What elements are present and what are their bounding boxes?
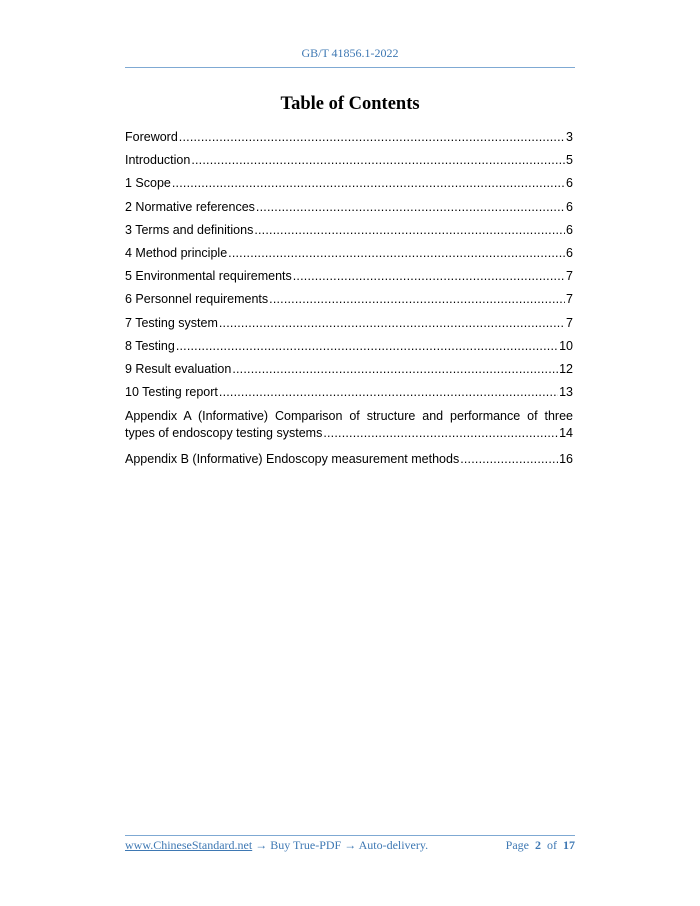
toc-entry-label: 10 Testing report (125, 385, 218, 400)
website-link[interactable]: www.ChineseStandard.net (125, 838, 253, 852)
table-of-contents (125, 130, 573, 475)
promo-text: → Buy True-PDF → Auto-delivery. (252, 838, 429, 852)
toc-entry-terms-definitions[interactable] (125, 223, 573, 246)
toc-entry-label-line1: Appendix A (Informative) Comparison of structure and performance of three (125, 409, 573, 424)
dot-leader (176, 339, 558, 354)
page-indicator (506, 838, 575, 853)
page-prefix: Page (505, 838, 529, 852)
toc-entry-page: 3 (566, 130, 573, 144)
toc-entry-normative-references[interactable] (125, 200, 573, 223)
dot-leader (232, 362, 558, 377)
toc-entry-page: 6 (566, 199, 573, 214)
toc-entry-label: 7 Testing system (125, 315, 218, 330)
toc-entry-page: 13 (559, 385, 573, 400)
toc-entry-label: 9 Result evaluation (125, 361, 232, 376)
toc-entry-label: 2 Normative references (125, 199, 255, 214)
dot-leader (219, 316, 565, 331)
toc-entry-page: 7 (566, 315, 573, 330)
toc-entry-label: 8 Testing (125, 338, 175, 353)
toc-entry-label: 6 Personnel requirements (125, 292, 269, 307)
toc-entry-page: 5 (566, 153, 573, 168)
toc-entry-appendix-b[interactable] (125, 452, 573, 475)
toc-entry-introduction[interactable] (125, 153, 573, 176)
page-footer (125, 838, 575, 853)
toc-entry-page: 6 (566, 222, 573, 237)
toc-entry-page: 16 (559, 452, 573, 467)
toc-entry-label: 3 Terms and definitions (125, 222, 254, 237)
dot-leader (219, 385, 558, 400)
toc-entry-testing-system[interactable] (125, 316, 573, 339)
toc-entry-page: 7 (566, 292, 573, 307)
footer-divider (125, 835, 575, 836)
dot-leader (460, 452, 558, 467)
toc-entry-scope[interactable] (125, 176, 573, 199)
dot-leader (179, 130, 565, 145)
toc-entry-page: 10 (559, 338, 573, 353)
dot-leader (254, 223, 565, 238)
dot-leader (172, 176, 565, 191)
toc-entry-label: Introduction (125, 153, 191, 168)
page-of: of (547, 838, 557, 852)
header-divider (125, 67, 575, 68)
page-current: 2 (535, 838, 541, 852)
toc-entry-page: 6 (566, 245, 573, 260)
page-total: 17 (563, 838, 575, 852)
toc-entry-testing[interactable] (125, 339, 573, 362)
toc-entry-environmental-requirements[interactable] (125, 269, 573, 292)
toc-entry-page: 14 (559, 426, 573, 441)
toc-entry-result-evaluation[interactable] (125, 362, 573, 385)
dot-leader (323, 425, 558, 442)
document-header-code: GB/T 41856.1-2022 (301, 46, 399, 60)
toc-entry-testing-report[interactable] (125, 385, 573, 408)
toc-entry-page: 6 (566, 176, 573, 191)
toc-entry-label: Appendix B (Informative) Endoscopy measurement methods (125, 452, 460, 467)
toc-entry-page: 7 (566, 269, 573, 284)
dot-leader (293, 269, 565, 284)
toc-entry-appendix-a[interactable] (125, 408, 573, 448)
dot-leader (269, 292, 565, 307)
page-title: Table of Contents (280, 94, 420, 114)
toc-entry-page: 12 (559, 361, 573, 376)
toc-entry-personnel-requirements[interactable] (125, 292, 573, 315)
toc-entry-label: 1 Scope (125, 176, 171, 191)
toc-entry-foreword[interactable] (125, 130, 573, 153)
toc-entry-label: Foreword (125, 130, 178, 144)
dot-leader (228, 246, 565, 261)
toc-entry-label: 5 Environmental requirements (125, 269, 292, 284)
toc-entry-label: 4 Method principle (125, 245, 228, 260)
toc-entry-method-principle[interactable] (125, 246, 573, 269)
footer-promo (125, 838, 428, 853)
toc-entry-label-line2: types of endoscopy testing systems (125, 426, 323, 441)
dot-leader (256, 200, 565, 215)
dot-leader (191, 153, 565, 168)
